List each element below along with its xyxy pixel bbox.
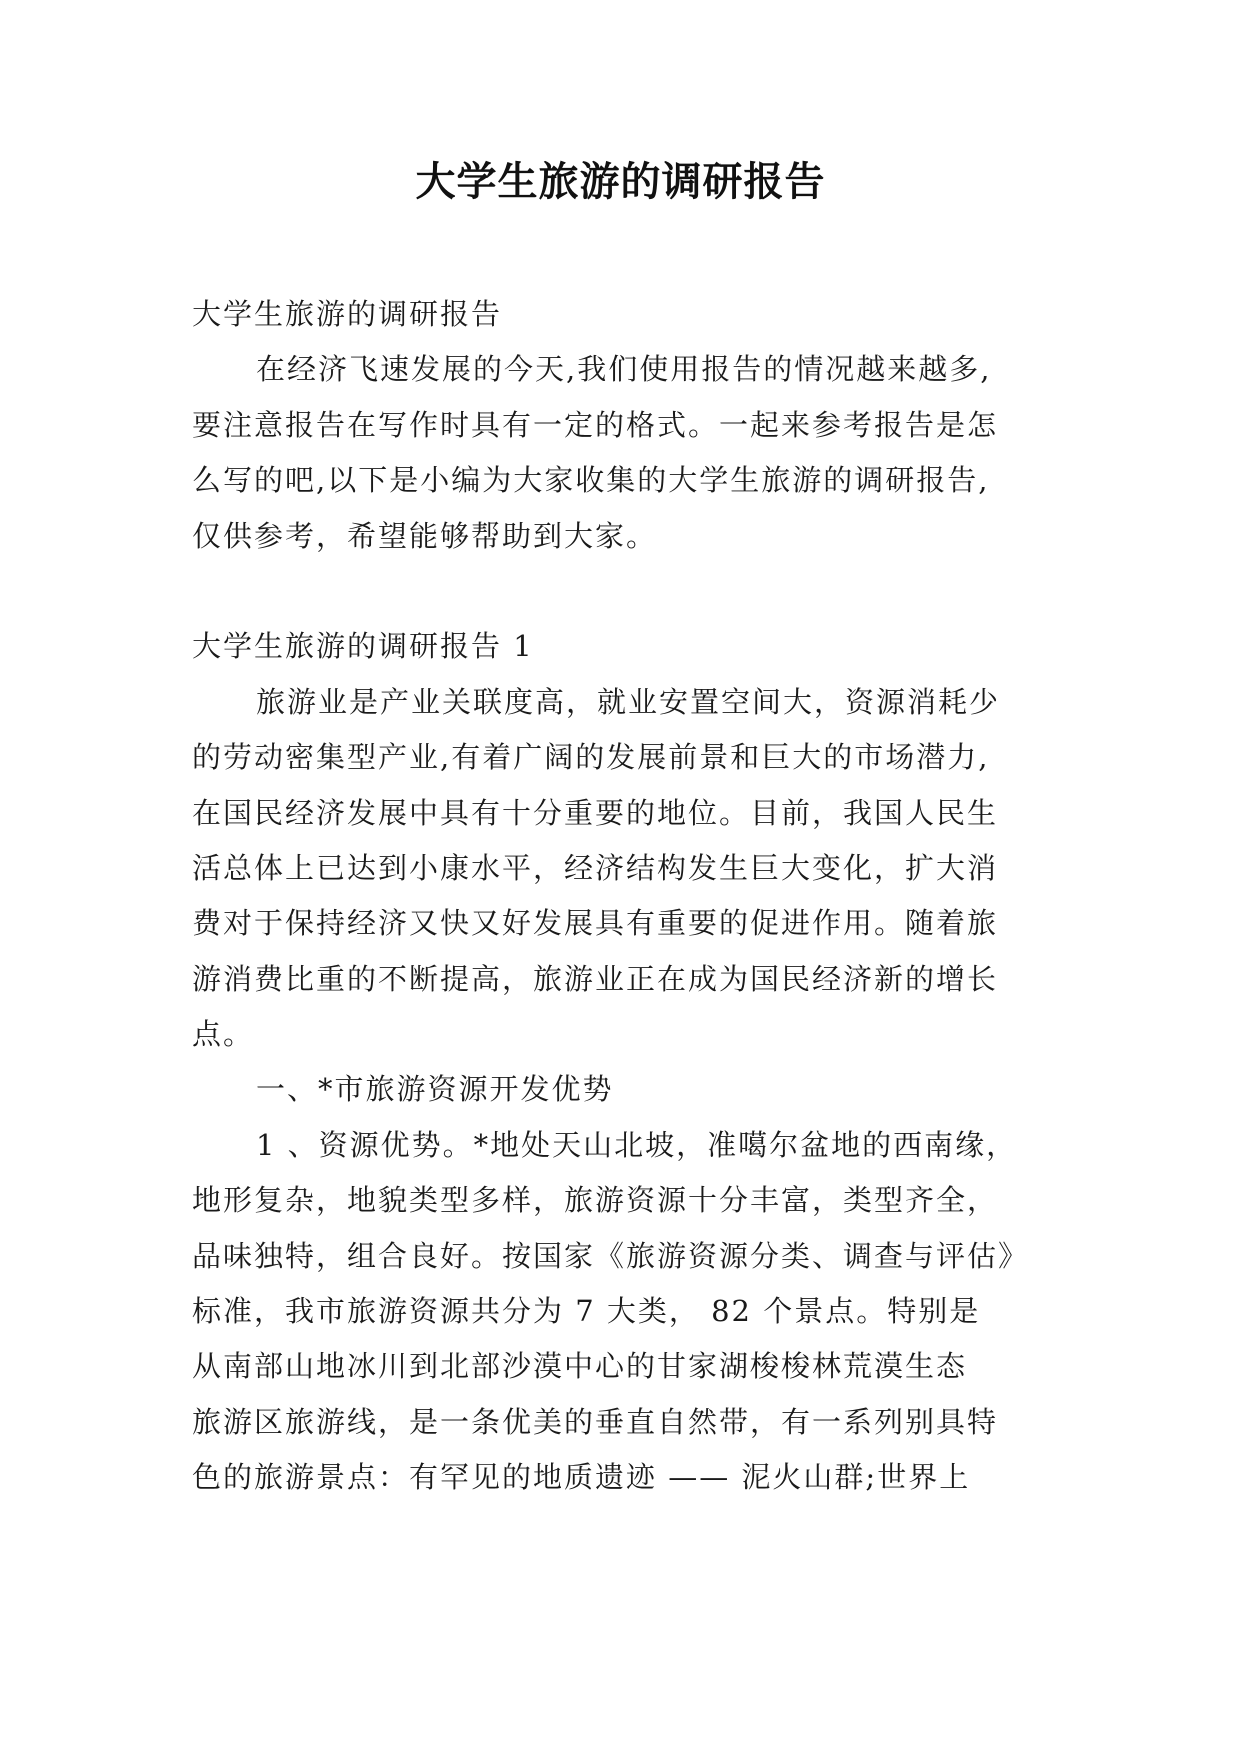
subsection-heading: 一、*市旅游资源开发优势 bbox=[256, 1072, 614, 1107]
paragraph-line: 从南部山地冰川到北部沙漠中心的甘家湖梭梭林荒漠生态 bbox=[192, 1349, 968, 1384]
paragraph-line: 么写的吧,以下是小编为大家收集的大学生旅游的调研报告, bbox=[192, 463, 990, 498]
paragraph-line: 要注意报告在写作时具有一定的格式。一起来参考报告是怎 bbox=[192, 407, 999, 442]
paragraph-line: 的劳动密集型产业,有着广阔的发展前景和巨大的市场潜力, bbox=[192, 740, 990, 775]
paragraph-line: 色的旅游景点：有罕见的地质遗迹 —— 泥火山群;世界上 bbox=[192, 1460, 971, 1495]
section-heading: 大学生旅游的调研报告 bbox=[192, 297, 503, 331]
paragraph-line: 旅游业是产业关联度高，就业安置空间大，资源消耗少 bbox=[256, 684, 1001, 719]
section-heading: 大学生旅游的调研报告 1 bbox=[192, 629, 534, 664]
paragraph-line: 点。 bbox=[192, 1017, 255, 1052]
paragraph-line: 仅供参考，希望能够帮助到大家。 bbox=[192, 518, 658, 553]
paragraph-line: 在经济飞速发展的今天,我们使用报告的情况越来越多, bbox=[256, 352, 992, 387]
paragraph-line: 品味独特，组合良好。按国家《旅游资源分类、调查与评估》 bbox=[192, 1238, 1030, 1273]
paragraph-spacer bbox=[192, 564, 1052, 619]
paragraph-line: 费对于保持经济又快又好发展具有重要的促进作用。随着旅 bbox=[192, 906, 999, 941]
paragraph-line: 游消费比重的不断提高，旅游业正在成为国民经济新的增长 bbox=[192, 961, 999, 996]
paragraph-line: 1 、资源优势。*地处天山北坡，准噶尔盆地的西南缘， bbox=[256, 1127, 1018, 1162]
document-title: 大学生旅游的调研报告 bbox=[415, 159, 826, 205]
paragraph-line: 在国民经济发展中具有十分重要的地位。目前，我国人民生 bbox=[192, 795, 999, 830]
paragraph-line: 活总体上已达到小康水平，经济结构发生巨大变化，扩大消 bbox=[192, 850, 999, 885]
paragraph-line: 标准，我市旅游资源共分为 7 大类， 82 个景点。特别是 bbox=[192, 1294, 981, 1329]
paragraph-line: 地形复杂，地貌类型多样，旅游资源十分丰富，类型齐全， bbox=[192, 1183, 999, 1218]
paragraph-line: 旅游区旅游线，是一条优美的垂直自然带，有一系列别具特 bbox=[192, 1404, 999, 1439]
document-body bbox=[192, 287, 1052, 1506]
